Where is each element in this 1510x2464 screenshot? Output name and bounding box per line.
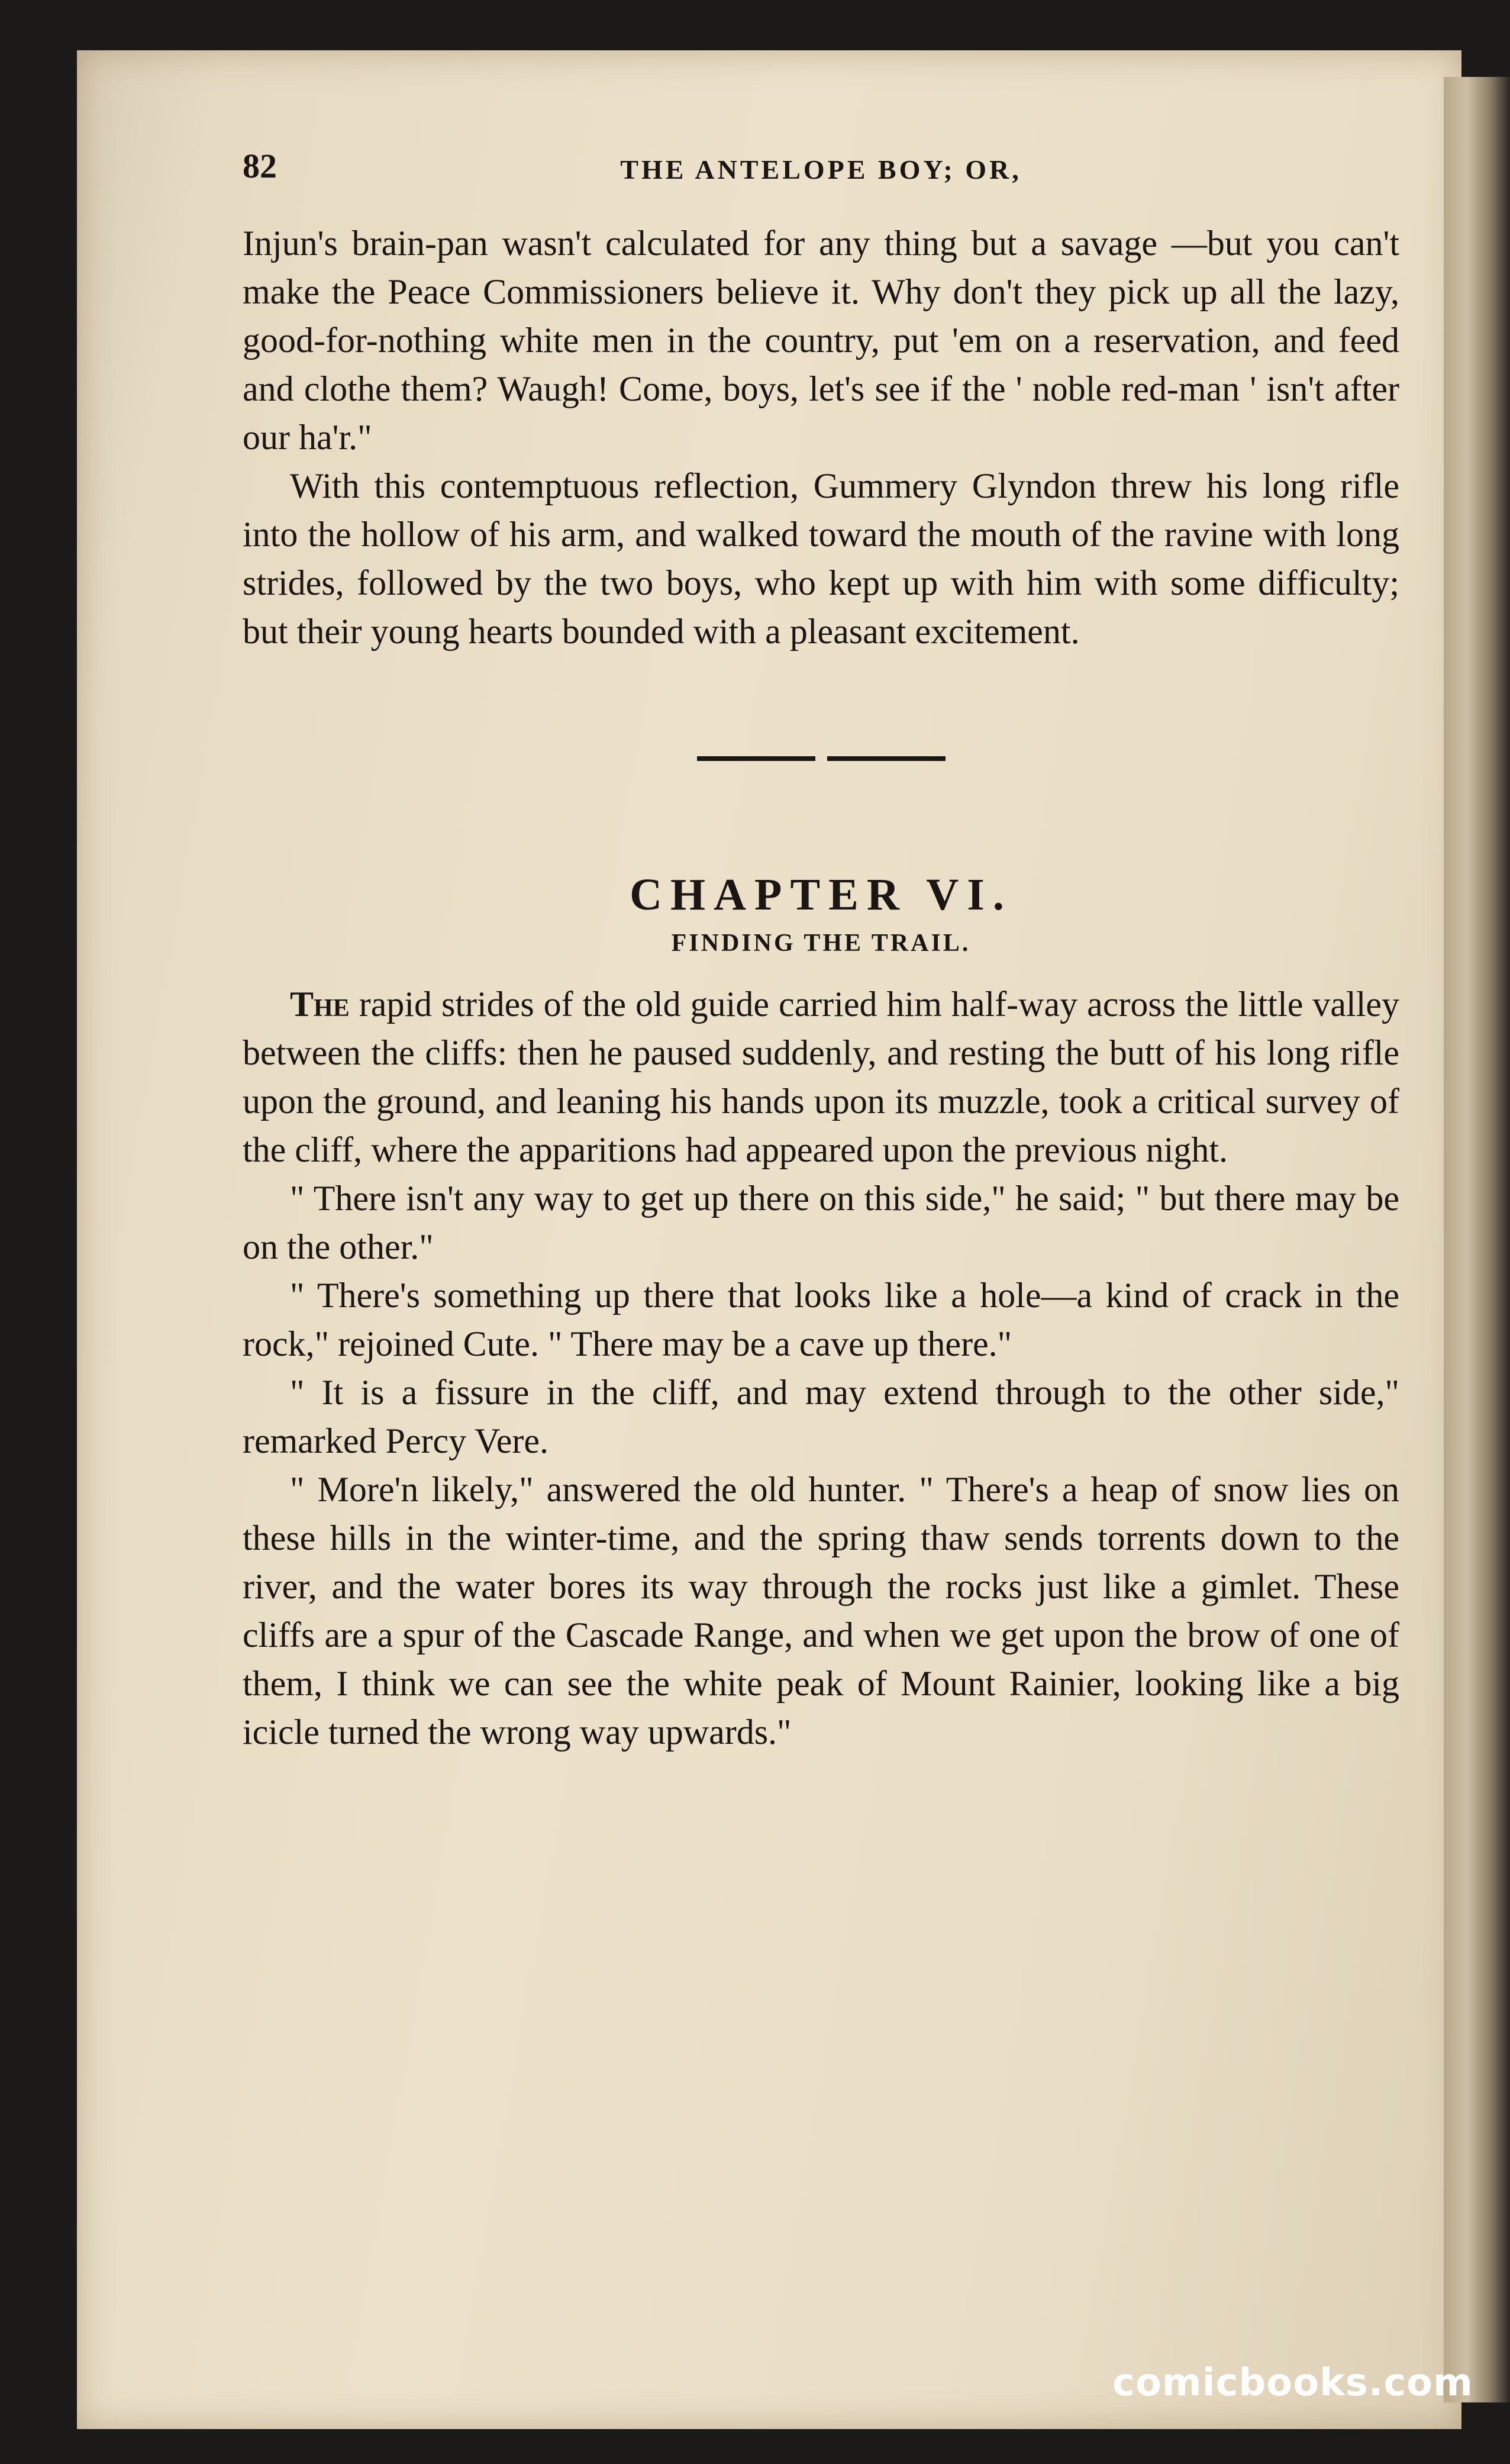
paragraph: " There isn't any way to get up there on this side," he said; " but there may be on the other." [243,1179,1399,1266]
running-title: THE ANTELOPE BOY; OR, [620,154,1022,185]
watermark: comicbooks.com [1112,2361,1473,2405]
separator-rule [697,756,815,761]
separator-rule [827,756,946,761]
paragraph: " There's something up there that looks like a hole—a kind of crack in the rock," rejoined Cute. " There may be a cave up there." [243,1276,1399,1363]
chapter-first-paragraph [243,980,1399,1174]
drop-word: The [290,985,350,1024]
page-content [243,142,1399,1756]
paragraph: " It is a fissure in the cliff, and may extend through to the other side," remarked Percy Vere. [243,1373,1399,1460]
running-head [243,142,1399,195]
paragraph: Injun's brain-pan wasn't calculated for any thing but a savage —but you can't make the Peace Commissioners believe it. Why don't they pick up all the lazy, good-for-nothing white men in the country, put 'em on a reservation, and feed and clothe them? Waugh! Come, boys, let's see if the ' noble red-man ' isn't after our ha'r." [243,224,1399,457]
first-paragraph-text: rapid strides of the old guide carried him half-way across the little valley between the cliffs: then he paused suddenly, and resting the butt of his long rifle upon the ground, and leaning his hands upon its muzzle, took a critical survey of the cliff, where the apparitions had appeared upon the previous night. [243,985,1399,1169]
page-edge [1444,77,1510,2402]
chapter-heading: CHAPTER VI. [630,870,1012,920]
chapter-subtitle: FINDING THE TRAIL. [671,930,971,957]
paragraph: With this contemptuous reflection, Gummery Glyndon threw his long rifle into the hollow of his arm, and walked toward the mouth of the ravine with long strides, followed by the two boys, who kept up with him with some difficulty; but their young hearts bounded with a pleasant excitement. [243,466,1399,651]
page-number: 82 [243,147,277,185]
section-separator [697,756,946,765]
paragraph: " More'n likely," answered the old hunter. " There's a heap of snow lies on these hills in the winter-time, and the spring thaw sends torrents down to the river, and the water bores its way through the rocks just like a gimlet. These cliffs are a spur of the Cascade Range, and when we get upon the brow of one of them, I think we can see the white peak of Mount Rainier, looking like a big icicle turned the wrong way upwards." [243,1470,1399,1752]
